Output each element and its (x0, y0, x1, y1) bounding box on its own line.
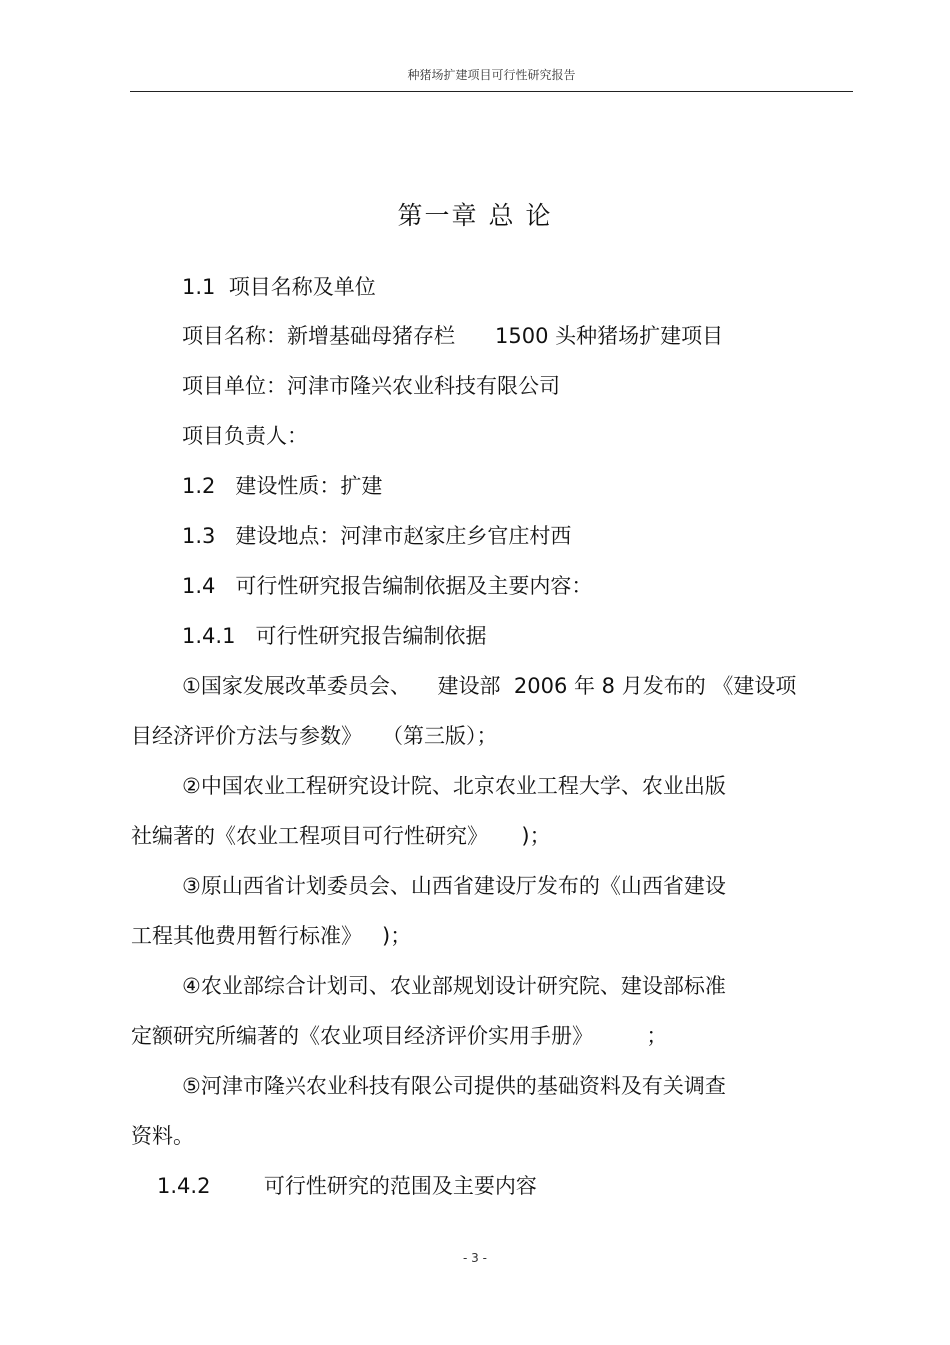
basis-item-5-line-1: ⑤河津市隆兴农业科技有限公司提供的基础资料及有关调查 (182, 1074, 726, 1098)
page-number: - 3 - (463, 1251, 487, 1265)
basis-item-5-line-2: 资料。 (131, 1124, 194, 1148)
project-unit-line: 项目单位：河津市隆兴农业科技有限公司 (182, 374, 560, 398)
section-1-4-2-heading: 1.4.2 可行性研究的范围及主要内容 (157, 1174, 537, 1198)
section-1-4-heading: 1.4 可行性研究报告编制依据及主要内容： (182, 574, 593, 598)
section-1-2-line: 1.2 建设性质：扩建 (182, 474, 383, 498)
basis-item-2-line-1: ②中国农业工程研究设计院、北京农业工程大学、农业出版 (182, 774, 726, 798)
project-lead-line: 项目负责人： (182, 424, 308, 448)
basis-item-3-line-2: 工程其他费用暂行标准》 )； (131, 924, 412, 948)
basis-item-1-line-2: 目经济评价方法与参数》 （第三版）； (131, 724, 498, 748)
section-1-1-heading: 1.1 项目名称及单位 (182, 275, 376, 299)
project-name-line: 项目名称：新增基础母猪存栏 1500 头种猪场扩建项目 (182, 324, 724, 348)
basis-item-3-line-1: ③原山西省计划委员会、山西省建设厅发布的《山西省建设 (182, 874, 726, 898)
header-divider (130, 91, 853, 92)
chapter-title: 第一章 总 论 (397, 201, 553, 230)
basis-item-4-line-2: 定额研究所编著的《农业项目经济评价实用手册》 ； (131, 1024, 668, 1048)
section-1-4-1-heading: 1.4.1 可行性研究报告编制依据 (182, 624, 487, 648)
basis-item-1-line-1: ①国家发展改革委员会、 建设部 2006 年 8 月发布的 《建设项 (182, 674, 797, 698)
section-1-3-line: 1.3 建设地点：河津市赵家庄乡官庄村西 (182, 524, 572, 548)
basis-item-2-line-2: 社编著的《农业工程项目可行性研究》 )； (131, 824, 551, 848)
basis-item-4-line-1: ④农业部综合计划司、农业部规划设计研究院、建设部标准 (182, 974, 726, 998)
running-header: 种猪场扩建项目可行性研究报告 (407, 68, 576, 82)
